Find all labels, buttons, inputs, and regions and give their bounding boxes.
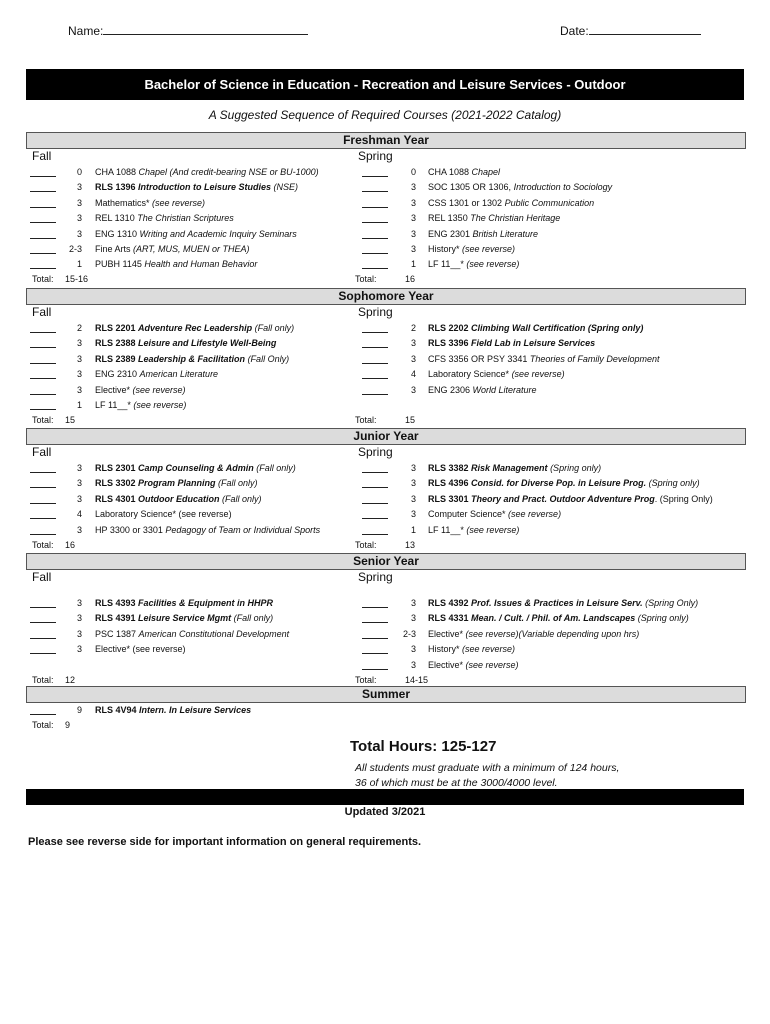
checkbox-line[interactable] xyxy=(30,508,56,519)
course-description xyxy=(95,258,257,271)
course-text-part: (see reverse)(Variable depending upon hrs) xyxy=(465,628,640,639)
checkbox-line[interactable] xyxy=(30,228,56,239)
course-text-part: (Fall only) xyxy=(219,493,262,504)
course-text-part: (see reverse) xyxy=(133,400,187,410)
course-description xyxy=(95,197,205,210)
summer-header: Summer xyxy=(26,686,746,703)
course-text-part: Camp Counseling & Admin xyxy=(138,463,254,473)
course-credits: 1 xyxy=(76,259,82,270)
course-description xyxy=(428,337,595,350)
updated-date: Updated 3/2021 xyxy=(344,806,426,818)
course-description xyxy=(95,628,289,641)
course-credits: 3 xyxy=(76,228,82,239)
course-text-part: British Literature xyxy=(472,228,539,239)
course-text-part: (see reverse) xyxy=(466,259,520,270)
course-text-part: RLS 3301 xyxy=(428,493,472,504)
checkbox-line[interactable] xyxy=(30,628,56,639)
course-description xyxy=(428,258,519,271)
checkbox-line[interactable] xyxy=(30,384,56,395)
course-text-part: SOC 1305 OR 1306, xyxy=(428,182,514,193)
fall-label: Fall xyxy=(32,570,52,584)
course-description xyxy=(95,368,218,381)
course-text-part: (see reverse) xyxy=(462,244,516,254)
course-credits: 3 xyxy=(410,659,416,670)
checkbox-line[interactable] xyxy=(30,612,56,623)
checkbox-line[interactable] xyxy=(362,462,388,473)
course-text-part: RLS 4396 xyxy=(428,478,472,489)
spring-label: Spring xyxy=(358,570,393,584)
spring-total-value: 15 xyxy=(405,415,416,425)
checkbox-line[interactable] xyxy=(30,462,56,473)
checkbox-line[interactable] xyxy=(30,399,56,410)
spring-total-value: 13 xyxy=(405,540,416,550)
course-credits: 3 xyxy=(76,213,82,224)
checkbox-line[interactable] xyxy=(30,243,56,254)
course-description xyxy=(95,477,258,490)
course-text-part: RLS 2202 xyxy=(428,323,472,333)
course-description xyxy=(428,353,659,366)
course-credits: 3 xyxy=(76,524,82,535)
course-text-part: (ART, MUS, MUEN or THEA) xyxy=(133,244,250,254)
course-text-part: RLS 2201 xyxy=(95,323,139,333)
course-description xyxy=(428,524,519,537)
course-text-part: History* xyxy=(428,244,463,254)
course-text-part: (see reverse) xyxy=(462,644,516,655)
course-text-part: Chapel (And credit-bearing NSE or BU-1000) xyxy=(138,167,319,177)
checkbox-line[interactable] xyxy=(362,508,388,519)
course-text-part: (Spring only) xyxy=(635,613,689,624)
course-text-part: (Spring only) xyxy=(585,323,644,333)
course-description xyxy=(95,384,186,397)
checkbox-line[interactable] xyxy=(30,258,56,269)
course-credits: 3 xyxy=(76,353,82,364)
reverse-side-note: Please see reverse side for important information on general requirements. xyxy=(28,836,422,848)
course-text-part: (see reverse) xyxy=(132,384,186,395)
course-text-part: HP 3300 or 3301 xyxy=(95,524,166,535)
course-description xyxy=(428,212,560,225)
checkbox-line[interactable] xyxy=(30,597,56,608)
course-text-part: Adventure Rec Leadership xyxy=(138,323,253,333)
course-credits: 3 xyxy=(410,213,416,224)
fall-total-value: 12 xyxy=(65,675,76,685)
course-credits: 3 xyxy=(76,338,82,349)
course-credits: 1 xyxy=(76,400,82,410)
course-credits: 0 xyxy=(410,167,416,177)
course-credits: 3 xyxy=(410,228,416,239)
course-text-part: Chapel xyxy=(471,167,501,177)
course-text-part: RLS 3382 xyxy=(428,463,472,473)
course-description xyxy=(428,384,537,397)
course-text-part: (Fall only) xyxy=(215,478,258,489)
course-credits: 0 xyxy=(76,167,82,177)
course-description xyxy=(95,322,294,335)
course-text-part: Field Lab in Leisure Services xyxy=(471,338,596,349)
course-text-part: ENG 1310 xyxy=(95,228,140,239)
course-text-part: Elective* xyxy=(95,384,133,395)
checkbox-line[interactable] xyxy=(30,337,56,348)
course-description xyxy=(428,322,643,335)
course-text-part: ENG 2306 xyxy=(428,384,473,395)
summer-total-label: Total: xyxy=(32,720,54,730)
course-description xyxy=(428,477,700,490)
course-credits: 4 xyxy=(76,509,82,520)
course-credits: 3 xyxy=(410,598,416,608)
course-text-part: Public Communication xyxy=(504,197,595,208)
course-text-part: Elective* (see reverse) xyxy=(95,644,186,655)
course-credits: 3 xyxy=(410,197,416,208)
course-credits: 3 xyxy=(76,598,82,608)
course-text-part: CFS 3356 OR PSY 3341 xyxy=(428,353,530,364)
course-text-part: Fine Arts xyxy=(95,244,134,254)
course-credits: 3 xyxy=(410,509,416,520)
fall-label: Fall xyxy=(32,149,52,163)
graduation-note-line-2: 36 of which must be at the 3000/4000 level. xyxy=(355,777,558,789)
course-description xyxy=(428,243,515,256)
course-text-part: Leadership & Facilitation xyxy=(138,353,246,364)
course-description xyxy=(428,597,698,610)
spring-total-label: Total: xyxy=(355,274,377,284)
course-text-part: RLS 4V94 xyxy=(95,705,140,715)
spring-label: Spring xyxy=(358,149,393,163)
fall-total-value: 15 xyxy=(65,415,76,425)
course-description xyxy=(428,197,594,210)
checkbox-line[interactable] xyxy=(30,643,56,654)
course-text-part: World Literature xyxy=(472,384,537,395)
course-text-part: Consid. for Diverse Pop. in Leisure Prog. xyxy=(471,478,647,489)
course-description xyxy=(95,212,234,225)
course-description xyxy=(428,508,561,521)
checkbox-line[interactable] xyxy=(30,181,56,192)
course-text-part: Leisure and Lifestyle Well-Being xyxy=(138,338,277,349)
course-text-part: Intern. In Leisure Services xyxy=(139,705,252,715)
course-text-part: RLS 3396 xyxy=(428,338,472,349)
course-text-part: Mean. / Cult. / Phil. of Am. Landscapes xyxy=(471,613,636,624)
course-credits: 3 xyxy=(410,478,416,489)
fall-total-label: Total: xyxy=(32,540,54,550)
checkbox-line[interactable] xyxy=(362,524,388,535)
date-field-label: Date: xyxy=(560,24,701,38)
course-text-part: Prof. Issues & Practices in Leisure Serv. xyxy=(471,598,643,608)
course-description xyxy=(95,166,319,179)
course-credits: 3 xyxy=(410,613,416,624)
checkbox-line[interactable] xyxy=(362,368,388,379)
checkbox-line[interactable] xyxy=(362,228,388,239)
course-text-part: American Constitutional Development xyxy=(138,628,290,639)
course-text-part: PSC 1387 xyxy=(95,628,139,639)
course-credits: 3 xyxy=(76,644,82,655)
checkbox-line[interactable] xyxy=(30,166,56,177)
course-credits: 1 xyxy=(410,259,416,270)
course-text-part: Laboratory Science* xyxy=(428,369,512,380)
course-text-part: REL 1310 xyxy=(95,213,138,224)
course-description xyxy=(95,181,298,194)
course-text-part: LF 11__* xyxy=(428,259,467,270)
course-text-part: Outdoor Education xyxy=(138,493,220,504)
course-text-part: RLS 4331 xyxy=(428,613,472,624)
course-description xyxy=(95,643,186,656)
course-text-part: The Christian Scriptures xyxy=(137,213,234,224)
course-text-part: Introduction to Leisure Studies xyxy=(138,182,272,193)
spring-total-value: 16 xyxy=(405,274,416,284)
course-description xyxy=(428,493,713,506)
course-text-part: ENG 2310 xyxy=(95,369,140,380)
course-text-part: RLS 3302 xyxy=(95,478,139,489)
course-text-part: RLS 2389 xyxy=(95,353,139,364)
course-credits: 3 xyxy=(410,182,416,193)
course-text-part: Pedagogy of Team or Individual Sports xyxy=(165,524,321,535)
fall-total-label: Total: xyxy=(32,274,54,284)
year-header: Freshman Year xyxy=(26,132,746,149)
course-credits: 3 xyxy=(410,244,416,254)
course-credits: 2 xyxy=(76,323,82,333)
course-text-part: (Fall Only) xyxy=(245,353,290,364)
course-description xyxy=(428,659,519,672)
page-subtitle: A Suggested Sequence of Required Courses (2021-2022 Catalog) xyxy=(208,108,562,122)
course-text-part: (see reverse) xyxy=(465,659,519,670)
fall-total-value: 15-16 xyxy=(65,274,89,284)
course-credits: 2 xyxy=(410,323,416,333)
checkbox-line[interactable] xyxy=(362,597,388,608)
checkbox-line[interactable] xyxy=(362,493,388,504)
spring-total-value: 14-15 xyxy=(405,675,429,685)
course-description xyxy=(95,508,232,521)
graduation-note-line-1: All students must graduate with a minimum of 124 hours, xyxy=(355,762,620,774)
course-description xyxy=(95,353,289,366)
course-description xyxy=(95,704,251,717)
course-text-part: Laboratory Science* (see reverse) xyxy=(95,509,232,520)
course-credits: 3 xyxy=(410,353,416,364)
course-text-part: Risk Management xyxy=(471,463,548,473)
course-credits: 1 xyxy=(410,524,416,535)
course-description xyxy=(95,228,297,241)
course-text-part: History* xyxy=(428,644,463,655)
spring-total-label: Total: xyxy=(355,415,377,425)
checkbox-line[interactable] xyxy=(30,704,56,715)
course-credits: 9 xyxy=(76,705,82,715)
course-text-part: (see reverse) xyxy=(508,509,562,520)
spring-total-label: Total: xyxy=(355,675,377,685)
course-description xyxy=(428,628,639,641)
course-text-part: LF 11__* xyxy=(428,524,467,535)
checkbox-line[interactable] xyxy=(362,353,388,364)
checkbox-line[interactable] xyxy=(362,322,388,333)
course-text-part: Mathematics* xyxy=(95,197,153,208)
course-text-part: Leisure Service Mgmt xyxy=(138,613,232,624)
checkbox-line[interactable] xyxy=(362,612,388,623)
course-text-part: Writing and Academic Inquiry Seminars xyxy=(139,228,297,239)
spring-label: Spring xyxy=(358,445,393,459)
spring-label: Spring xyxy=(358,305,393,319)
year-header: Junior Year xyxy=(26,428,746,445)
course-credits: 3 xyxy=(76,478,82,489)
course-description xyxy=(95,524,320,537)
course-text-part: (see reverse) xyxy=(152,197,206,208)
course-text-part: CSS 1301 or 1302 xyxy=(428,197,505,208)
course-text-part: (Fall only) xyxy=(252,323,295,333)
fall-total-label: Total: xyxy=(32,415,54,425)
course-description xyxy=(428,612,689,625)
course-credits: 3 xyxy=(76,384,82,395)
course-credits: 3 xyxy=(410,493,416,504)
course-description xyxy=(95,399,186,412)
checkbox-line[interactable] xyxy=(30,493,56,504)
course-text-part: RLS 4391 xyxy=(95,613,139,624)
course-text-part: Theory and Pract. Outdoor Adventure Prog xyxy=(471,493,655,504)
summer-total-value: 9 xyxy=(65,720,71,730)
date-field-line[interactable] xyxy=(589,24,701,35)
fall-label: Fall xyxy=(32,305,52,319)
course-text-part: Program Planning xyxy=(138,478,216,489)
course-text-part: . (Spring Only) xyxy=(654,493,713,504)
course-text-part: Facilities & Equipment in HHPR xyxy=(138,598,274,608)
course-text-part: The Christian Heritage xyxy=(470,213,561,224)
checkbox-line[interactable] xyxy=(362,258,388,269)
checkbox-line[interactable] xyxy=(362,477,388,488)
course-text-part: Elective* xyxy=(428,628,466,639)
course-text-part: CHA 1088 xyxy=(428,167,472,177)
course-text-part: RLS 4301 xyxy=(95,493,139,504)
fall-total-value: 16 xyxy=(65,540,76,550)
course-description xyxy=(428,643,515,656)
course-credits: 3 xyxy=(76,197,82,208)
course-description xyxy=(428,462,601,475)
checkbox-line[interactable] xyxy=(362,643,388,654)
year-header: Senior Year xyxy=(26,553,746,570)
course-description xyxy=(95,243,250,256)
page-title: Bachelor of Science in Education - Recreation and Leisure Services - Outdoor xyxy=(26,69,744,100)
divider-bar xyxy=(26,789,744,805)
course-credits: 3 xyxy=(76,628,82,639)
course-credits: 3 xyxy=(76,463,82,473)
checkbox-line[interactable] xyxy=(362,212,388,223)
checkbox-line[interactable] xyxy=(30,322,56,333)
course-text-part: RLS 4392 xyxy=(428,598,472,608)
checkbox-line[interactable] xyxy=(362,337,388,348)
course-credits: 3 xyxy=(76,369,82,380)
checkbox-line[interactable] xyxy=(362,659,388,670)
name-field-line[interactable] xyxy=(103,24,308,35)
checkbox-line[interactable] xyxy=(362,628,388,639)
course-text-part: Introduction to Sociology xyxy=(513,182,613,193)
course-description xyxy=(95,597,273,610)
course-text-part: (Spring only) xyxy=(547,463,602,473)
course-text-part: REL 1350 xyxy=(428,213,471,224)
course-text-part: Elective* xyxy=(428,659,466,670)
course-text-part: RLS 2388 xyxy=(95,338,139,349)
course-text-part: Computer Science* xyxy=(428,509,509,520)
course-description xyxy=(428,228,538,241)
course-text-part: PUBH 1145 xyxy=(95,259,145,270)
course-description xyxy=(95,612,273,625)
checkbox-line[interactable] xyxy=(30,353,56,364)
fall-label: Fall xyxy=(32,445,52,459)
course-text-part: RLS 4393 xyxy=(95,598,139,608)
checkbox-line[interactable] xyxy=(30,212,56,223)
course-text-part: RLS 1396 xyxy=(95,182,139,193)
checkbox-line[interactable] xyxy=(30,477,56,488)
checkbox-line[interactable] xyxy=(362,384,388,395)
course-description xyxy=(95,462,296,475)
fall-total-label: Total: xyxy=(32,675,54,685)
course-description xyxy=(428,181,612,194)
course-credits: 4 xyxy=(410,369,416,380)
course-text-part: American Literature xyxy=(139,369,219,380)
course-credits: 3 xyxy=(76,182,82,193)
course-description xyxy=(428,368,565,381)
course-text-part: (Fall only) xyxy=(231,613,274,624)
checkbox-line[interactable] xyxy=(362,243,388,254)
checkbox-line[interactable] xyxy=(362,166,388,177)
checkbox-line[interactable] xyxy=(30,368,56,379)
course-credits: 3 xyxy=(410,463,416,473)
course-description xyxy=(95,493,262,506)
course-credits: 3 xyxy=(76,493,82,504)
course-credits: 3 xyxy=(410,644,416,655)
spring-total-label: Total: xyxy=(355,540,377,550)
name-field-label: Name: xyxy=(68,24,308,38)
checkbox-line[interactable] xyxy=(362,181,388,192)
course-text-part: Theories of Family Development xyxy=(529,353,660,364)
course-text-part: Climbing Wall Certification xyxy=(471,323,586,333)
checkbox-line[interactable] xyxy=(30,524,56,535)
year-header: Sophomore Year xyxy=(26,288,746,305)
course-description xyxy=(95,337,276,350)
course-text-part: LF 11__* xyxy=(95,400,134,410)
total-hours: Total Hours: 125-127 xyxy=(350,738,497,755)
course-text-part: CHA 1088 xyxy=(95,167,139,177)
course-credits: 3 xyxy=(76,613,82,624)
course-text-part: RLS 2301 xyxy=(95,463,139,473)
course-text-part: (NSE) xyxy=(271,182,299,193)
course-credits: 3 xyxy=(410,338,416,349)
course-text-part: (Fall only) xyxy=(253,463,296,473)
course-credits: 2-3 xyxy=(402,628,416,639)
course-text-part: (Spring only) xyxy=(646,478,700,489)
course-text-part: (see reverse) xyxy=(511,369,565,380)
checkbox-line[interactable] xyxy=(30,197,56,208)
course-credits: 3 xyxy=(410,384,416,395)
course-text-part: (Spring Only) xyxy=(642,598,699,608)
course-description xyxy=(428,166,500,179)
course-text-part: (see reverse) xyxy=(466,524,520,535)
course-text-part: ENG 2301 xyxy=(428,228,473,239)
course-credits: 2-3 xyxy=(68,244,82,254)
course-text-part: Health and Human Behavior xyxy=(144,259,258,270)
checkbox-line[interactable] xyxy=(362,197,388,208)
